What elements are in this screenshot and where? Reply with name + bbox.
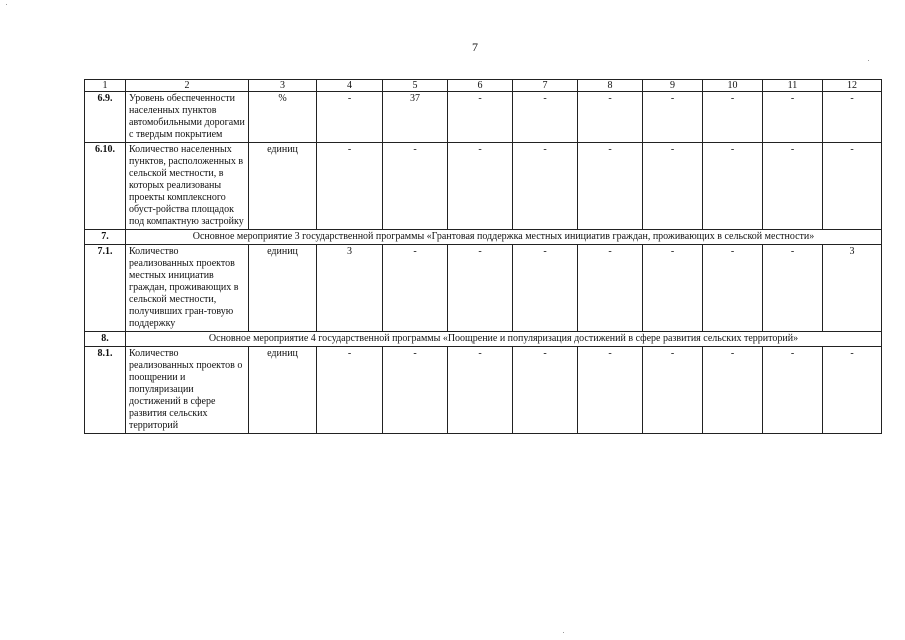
column-header: 8 — [578, 80, 643, 92]
value-cell: - — [448, 245, 513, 332]
column-header: 11 — [763, 80, 823, 92]
value-cell: - — [513, 245, 578, 332]
column-header: 7 — [513, 80, 578, 92]
value-cell: - — [578, 347, 643, 434]
value-cell: - — [317, 92, 383, 143]
section-title: Основное мероприятие 3 государственной программы «Грантовая поддержка местных инициатив граждан, проживающих в сельской местности» — [126, 230, 882, 245]
value-cell: 37 — [383, 92, 448, 143]
value-cell: - — [383, 347, 448, 434]
value-cell: - — [513, 92, 578, 143]
column-header: 10 — [703, 80, 763, 92]
value-cell: - — [763, 347, 823, 434]
value-cell: - — [578, 92, 643, 143]
value-cell: - — [823, 143, 882, 230]
row-number: 8. — [85, 332, 126, 347]
value-cell: - — [763, 92, 823, 143]
column-header: 4 — [317, 80, 383, 92]
value-cell: - — [643, 92, 703, 143]
value-cell: - — [823, 347, 882, 434]
column-header: 9 — [643, 80, 703, 92]
value-cell: - — [763, 143, 823, 230]
value-cell: - — [823, 92, 882, 143]
value-cell: 3 — [317, 245, 383, 332]
value-cell: - — [703, 143, 763, 230]
unit-cell: единиц — [249, 347, 317, 434]
page-number: 7 — [472, 40, 478, 54]
indicator-name: Количество населенных пунктов, расположенных в сельской местности, в которых реализованы проекты комплексного обуст-ройства площадок под компактную застройку — [126, 143, 249, 230]
column-header: 5 — [383, 80, 448, 92]
row-number: 7. — [85, 230, 126, 245]
value-cell: - — [643, 143, 703, 230]
scan-speck — [868, 60, 869, 61]
value-cell: - — [703, 245, 763, 332]
column-header: 12 — [823, 80, 882, 92]
indicator-name: Количество реализованных проектов местных инициатив граждан, проживающих в сельской местности, получивших гран-товую поддержку — [126, 245, 249, 332]
column-header: 2 — [126, 80, 249, 92]
column-header: 1 — [85, 80, 126, 92]
value-cell: - — [317, 347, 383, 434]
row-number: 6.10. — [85, 143, 126, 230]
table-row — [85, 347, 882, 434]
section-row — [85, 230, 882, 245]
value-cell: - — [578, 143, 643, 230]
value-cell: - — [643, 347, 703, 434]
indicators-table — [84, 79, 882, 434]
unit-cell: единиц — [249, 143, 317, 230]
value-cell: - — [448, 347, 513, 434]
indicator-name: Количество реализованных проектов о поощрении и популяризации достижений в сфере развития сельских территорий — [126, 347, 249, 434]
unit-cell: единиц — [249, 245, 317, 332]
value-cell: - — [513, 143, 578, 230]
value-cell: - — [513, 347, 578, 434]
column-header: 3 — [249, 80, 317, 92]
table-row — [85, 92, 882, 143]
section-title: Основное мероприятие 4 государственной программы «Поощрение и популяризация достижений в сфере развития сельских территорий» — [126, 332, 882, 347]
value-cell: - — [383, 143, 448, 230]
scan-speck — [563, 632, 564, 633]
unit-cell: % — [249, 92, 317, 143]
value-cell: - — [578, 245, 643, 332]
value-cell: - — [317, 143, 383, 230]
value-cell: 3 — [823, 245, 882, 332]
value-cell: - — [448, 92, 513, 143]
table-row — [85, 245, 882, 332]
value-cell: - — [383, 245, 448, 332]
section-row — [85, 332, 882, 347]
value-cell: - — [763, 245, 823, 332]
scan-speck — [6, 4, 7, 5]
value-cell: - — [703, 92, 763, 143]
row-number: 6.9. — [85, 92, 126, 143]
value-cell: - — [643, 245, 703, 332]
value-cell: - — [703, 347, 763, 434]
value-cell: - — [448, 143, 513, 230]
column-header: 6 — [448, 80, 513, 92]
row-number: 8.1. — [85, 347, 126, 434]
table-row — [85, 143, 882, 230]
column-number-row — [85, 80, 882, 92]
row-number: 7.1. — [85, 245, 126, 332]
indicator-name: Уровень обеспеченности населенных пунктов автомобильными дорогами с твердым покрытием — [126, 92, 249, 143]
